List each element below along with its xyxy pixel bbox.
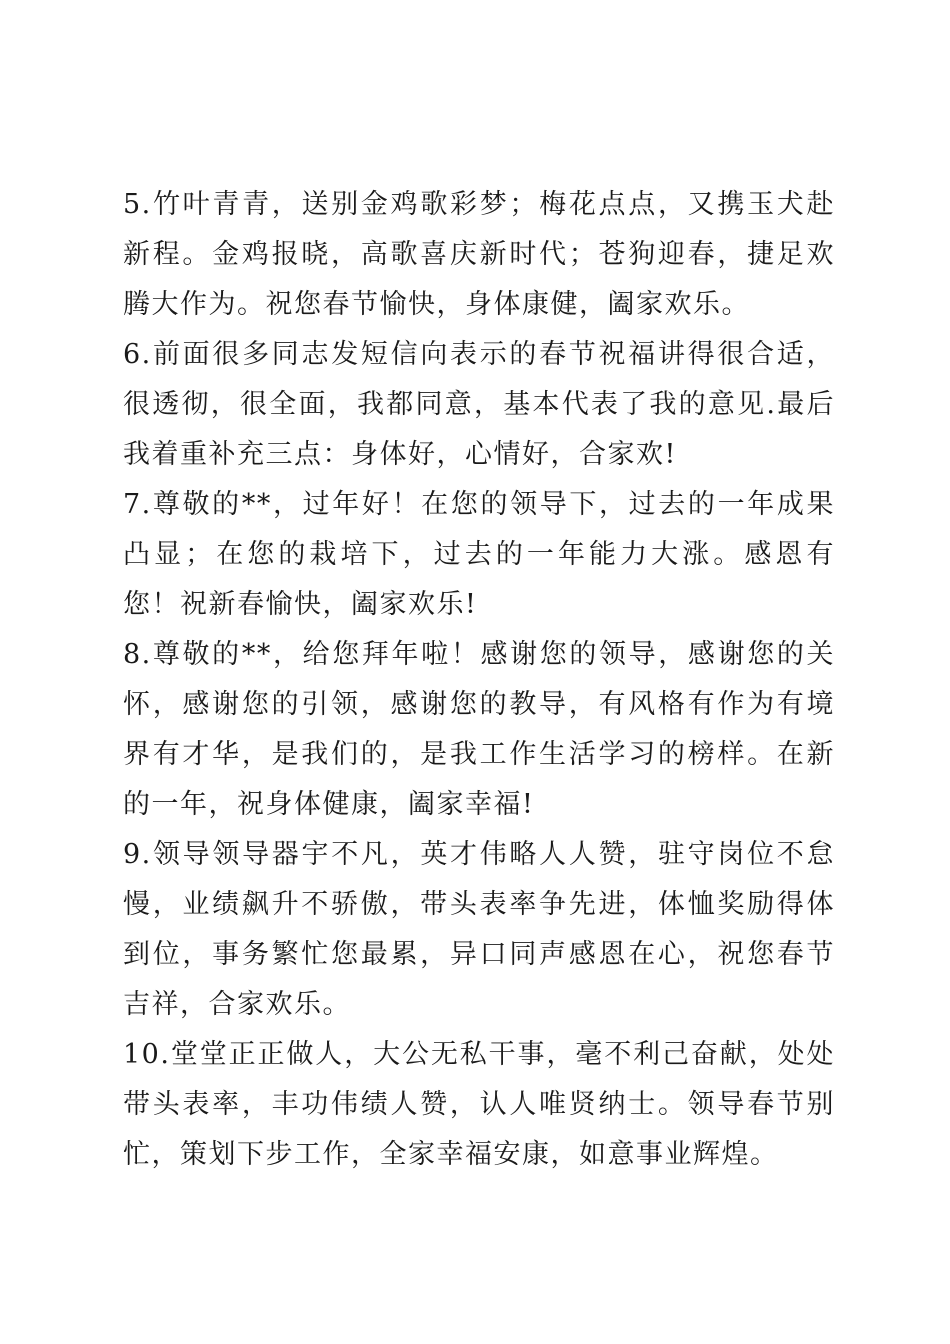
- paragraph-9: 9.领导领导器宇不凡，英才伟略人人赞，驻守岗位不怠慢，业绩飙升不骄傲，带头表率争先进，体恤奖励得体到位，事务繁忙您最累，异口同声感恩在心，祝您春节吉祥，合家欢乐。: [123, 839, 835, 1020]
- paragraph-6: 6.前面很多同志发短信向表示的春节祝福讲得很合适，很透彻，很全面，我都同意，基本代表了我的意见.最后我着重补充三点：身体好，心情好，合家欢!: [123, 339, 835, 470]
- paragraph-8: 8.尊敬的**，给您拜年啦！感谢您的领导，感谢您的关怀，感谢您的引领，感谢您的教导，有风格有作为有境界有才华，是我们的，是我工作生活学习的榜样。在新的一年，祝身体健康，阖家幸福!: [123, 639, 835, 820]
- paragraph-10: 10.堂堂正正做人，大公无私干事，毫不利己奋献，处处带头表率，丰功伟绩人赞，认人唯贤纳士。领导春节别忙，策划下步工作，全家幸福安康，如意事业辉煌。: [123, 1039, 835, 1170]
- document-body: [123, 180, 835, 1180]
- paragraph-5: 5.竹叶青青，送别金鸡歌彩梦；梅花点点，又携玉犬赴新程。金鸡报晓，高歌喜庆新时代；苍狗迎春，捷足欢腾大作为。祝您春节愉快，身体康健，阖家欢乐。: [123, 189, 835, 320]
- paragraph-7: 7.尊敬的**，过年好！在您的领导下，过去的一年成果凸显；在您的栽培下，过去的一年能力大涨。感恩有您！祝新春愉快，阖家欢乐!: [123, 489, 835, 620]
